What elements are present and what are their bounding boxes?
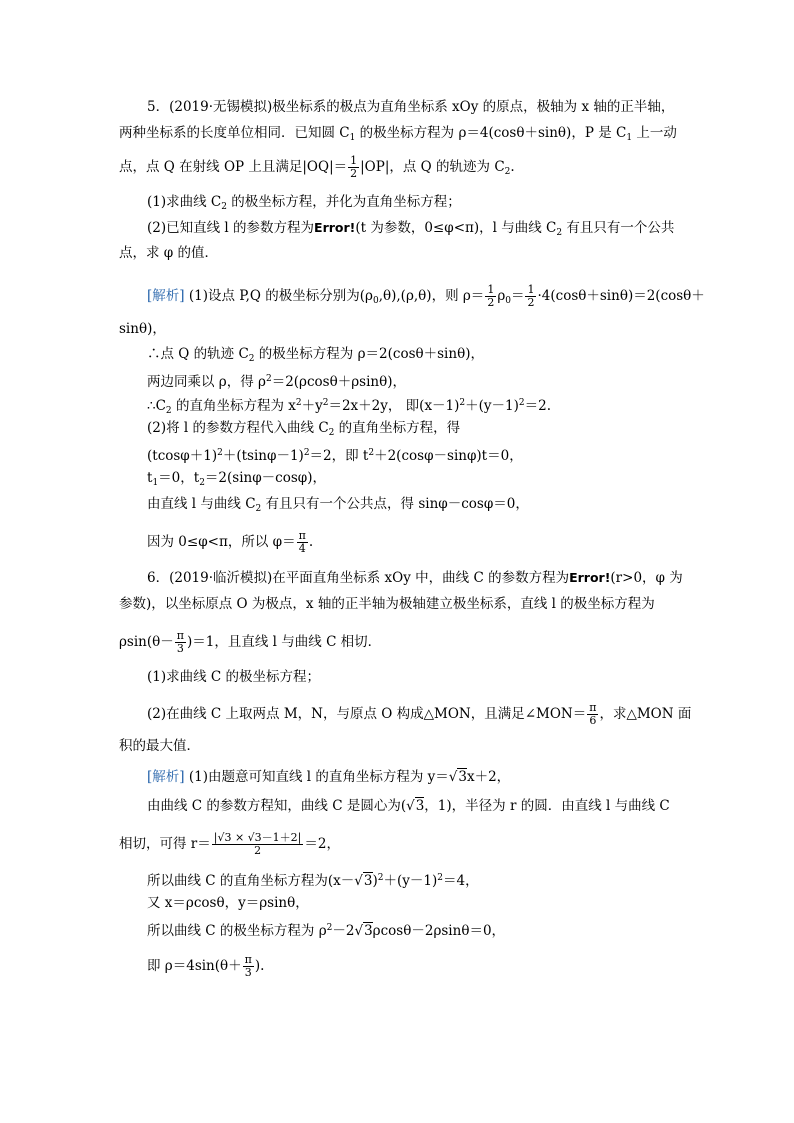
p5-question1: (1)求曲线 $C_2$ 的极坐标方程，并化为直角坐标方程；: [147, 194, 461, 212]
p5-intro-line3: 点，点 Q 在射线 OP 上且满足|OQ|＝ $\frac{1}{2}$ |OP|，点 Q 的轨迹为 $C_2$.: [119, 154, 515, 180]
p5-question2-cont: 点，求 φ 的值．: [119, 245, 219, 261]
p5-intro-line1: 5．(2019·无锡模拟)极坐标系的极点为直角坐标系 xOy 的原点，极轴为 x 轴的正半轴，: [147, 99, 675, 115]
p6-solution-line6: 所以曲线 C 的极坐标方程为 $\rho^2-2√$ 3ρcosθ－2ρsinθ＝0，: [147, 919, 505, 940]
p6-question2: (2)在曲线 C 上取两点 M，N，与原点 O 构成△MON，且满足∠MON＝ $\frac{\pi}{6}$ ，求△MON 面: [147, 701, 692, 727]
p6-intro-line1: 6．(2019·临沂模拟)在平面直角坐标系 xOy 中，曲线 C 的参数方程为Error!(r>0，φ 为: [147, 570, 683, 586]
p6-solution-line7: 即 ρ＝4sin(θ＋ $\frac{\pi}{3}$ ).: [147, 953, 265, 979]
p6-question2-cont: 积的最大值．: [119, 738, 200, 754]
p5-solution-line6: (2)将 l 的参数方程代入曲线 $C_2$ 的直角坐标方程，得: [147, 420, 461, 438]
p5-solution-line2: sinθ)，: [119, 321, 166, 337]
p6-solution-line1: [解析] (1)由题意可知直线 l 的直角坐标方程为 y＝√ 3x＋2，: [147, 768, 510, 786]
p5-solution-line4: 两边同乘以 ρ，得 $\rho^2=2(\rho\cos\theta+\rho\sin\theta)$，: [147, 374, 407, 390]
p6-intro-line2: 参数)，以坐标原点 O 为极点，x 轴的正半轴为极轴建立极坐标系，直线 l 的极坐标方程为: [119, 596, 655, 612]
p6-question1: (1)求曲线 C 的极坐标方程；: [147, 669, 321, 685]
p5-solution-line7: $(tcos\varphi+1)^2+(tsin\varphi-1)^2=2$，即 $t^2+2(\cos\varphi-\sin\varphi)t=0$，: [147, 448, 523, 464]
p6-intro-line3: ρsin(θ－ $\frac{\pi}{3}$ )＝1，且直线 l 与曲线 C 相切．: [119, 629, 382, 655]
p5-intro-line2: 两种坐标系的长度单位相同．已知圆 $C_1$ 的极坐标方程为 ρ＝4(cosθ＋sinθ)，P 是 $C_1$ 上一动: [119, 125, 677, 143]
p5-question2: (2)已知直线 l 的参数方程为Error!(t 为参数，0≤φ<π)，l 与曲线 $C_2$ 有且只有一个公共: [147, 220, 675, 238]
p5-solution-line3: ∴点 Q 的轨迹 $C_2$ 的极坐标方程为 ρ＝2(cosθ＋sinθ)，: [147, 346, 484, 364]
p5-solution-line10: 因为 0≤φ<π，所以 φ＝ $\frac{\pi}{4}$ .: [147, 529, 314, 555]
p5-solution-line5: $\therefore C_2$ 的直角坐标方程为 $x^2+y^2=2x+2y$， 即$(x-1)^2+(y-1)^2=2$.: [147, 398, 552, 416]
p6-solution-line3: 相切，可得 r＝ $\frac{|√3 \times √3-1+2|}{2}$ ＝2，: [119, 831, 340, 857]
p5-solution-line1: [解析] (1)设点 P,Q 的极坐标分别为$(\rho_0,\theta),(\rho,\theta)$，则 ρ＝ $\frac{1}{2}$ $\rho_0=$ $\frac{1}{2}$ ·4(cosθ＋sinθ)＝2(cosθ＋: [147, 283, 705, 309]
p6-solution-line2: 由曲线 C 的参数方程知，曲线 C 是圆心为(√ 3，1)，半径为 r 的圆．由直线 l 与曲线 C: [147, 797, 670, 815]
p6-solution-line4: 所以曲线 C 的直角坐标方程为(x－√ $3)^2+(y-1)^2=4$，: [147, 869, 479, 890]
fraction: $\frac{1}{2}$: [350, 154, 358, 180]
solution-tag: [解析]: [147, 769, 185, 785]
p5-solution-line9: 由直线 l 与曲线 $C_2$ 有且只有一个公共点，得 sinφ－cosφ＝0，: [147, 496, 529, 514]
solution-tag: [解析]: [147, 288, 185, 304]
p6-solution-line5: 又 x＝ρcosθ，y＝ρsinθ，: [147, 895, 309, 911]
p5-solution-line8: $t_1=0$，$t_2=2(\sin\varphi-\cos\varphi)$，: [147, 470, 327, 488]
